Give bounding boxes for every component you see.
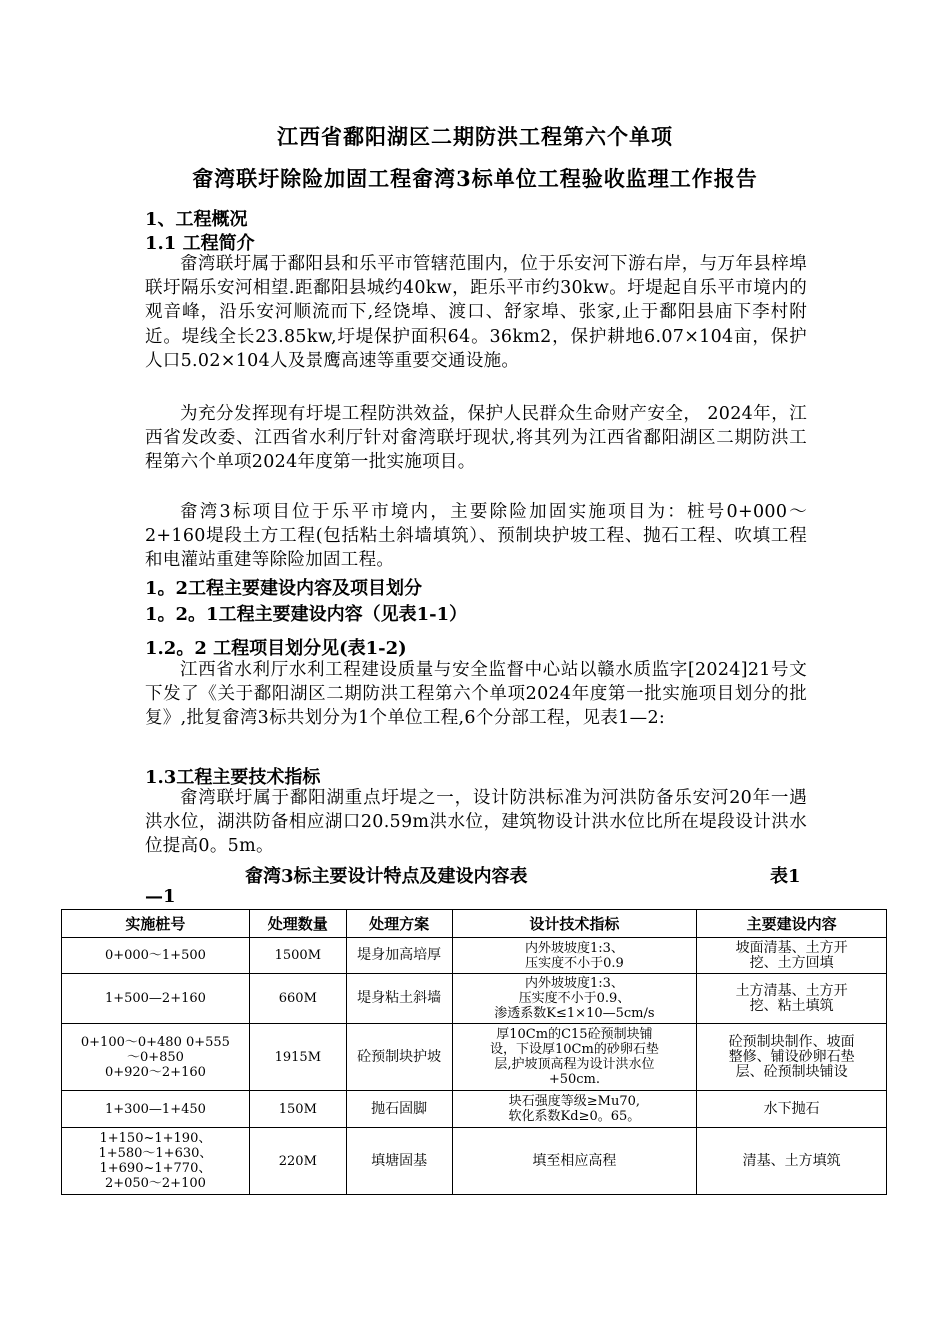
table-caption-label: 表1: [770, 866, 801, 887]
table-row: [62, 1128, 887, 1195]
section-heading-1-3: 1.3工程主要技术指标: [145, 767, 321, 788]
paragraph-project-scope: 畲湾3标项目位于乐平市境内，主要除险加固实施项目为：桩号0+000～2+160堤段土方工程(包括粘土斜墙填筑）、预制块护坡工程、抛石工程、吹填工程和电灌站重建等除险加固工程。: [145, 502, 807, 571]
table-caption-continuation: —1: [145, 886, 176, 907]
table-cell: 0+100～0+480 0+555 ～0+850 0+920～2+160: [62, 1024, 250, 1091]
section-heading-1-2-2: 1.2。2 工程项目划分见(表1-2): [145, 638, 407, 659]
paragraph-project-division: 江西省水利厅水利工程建设质量与安全监督中心站以赣水质监字[2024]21号文下发了《关于鄱阳湖区二期防洪工程第六个单项2024年度第一批实施项目划分的批复》,批复畲湾3标共划分为1个单位工程,6个分部工程，见表1—2:: [145, 660, 807, 729]
table-cell: 水下抛石: [697, 1091, 887, 1128]
table-cell: 填至相应高程: [452, 1128, 697, 1195]
table-cell: 砼预制块护坡: [346, 1024, 452, 1091]
column-header-design-index: 设计技术指标: [452, 910, 697, 938]
table-cell: 块石强度等级≥Mu70, 软化系数Kd≥0。65。: [452, 1091, 697, 1128]
table-cell: 坡面清基、土方开 挖、土方回填: [697, 938, 887, 974]
table-header-row: [62, 910, 887, 938]
table-cell: 厚10Cm的C15砼预制块铺 设，下设厚10Cm的砂卵石垫 层,护坡顶高程为设计洪水位 +50cm.: [452, 1024, 697, 1091]
table-cell: 内外坡坡度1:3、 压实度不小于0.9、 渗透系数K≤1×10—5cm/s: [452, 974, 697, 1024]
section-heading-1-2: 1。2工程主要建设内容及项目划分: [145, 578, 423, 599]
table-row: [62, 938, 887, 974]
table-cell: 1+500—2+160: [62, 974, 250, 1024]
paragraph-technical-indicators: 畲湾联圩属于鄱阳湖重点圩堤之一，设计防洪标准为河洪防备乐安河20年一遇洪水位，湖洪防备相应湖口20.59m洪水位，建筑物设计洪水位比所在堤段设计洪水位提高0。5m。: [145, 788, 807, 857]
paragraph-project-background: 为充分发挥现有圩堤工程防洪效益，保护人民群众生命财产安全， 2024年，江西省发改委、江西省水利厅针对畲湾联圩现状,将其列为江西省鄱阳湖区二期防洪工程第六个单项2024年度第一批实施项目。: [145, 404, 807, 473]
table-row: [62, 1024, 887, 1091]
table-cell: 清基、土方填筑: [697, 1128, 887, 1195]
table-cell: 0+000～1+500: [62, 938, 250, 974]
table-cell: 150M: [249, 1091, 346, 1128]
table-cell: 220M: [249, 1128, 346, 1195]
design-features-table: [61, 909, 887, 1195]
table-cell: 砼预制块制作、坡面 整修、铺设砂卵石垫 层、砼预制块铺设: [697, 1024, 887, 1091]
table-cell: 填塘固基: [346, 1128, 452, 1195]
column-header-stake: 实施桩号: [62, 910, 250, 938]
report-title-line2: 畲湾联圩除险加固工程畲湾3标单位工程验收监理工作报告: [192, 166, 758, 191]
table-cell: 1915M: [249, 1024, 346, 1091]
column-header-construction: 主要建设内容: [697, 910, 887, 938]
column-header-quantity: 处理数量: [249, 910, 346, 938]
table-row: [62, 1091, 887, 1128]
table-cell: 抛石固脚: [346, 1091, 452, 1128]
table-cell: 堤身加高培厚: [346, 938, 452, 974]
table-cell: 土方清基、土方开 挖、粘土填筑: [697, 974, 887, 1024]
table-cell: 1500M: [249, 938, 346, 974]
section-heading-1: 1、工程概况: [145, 209, 248, 230]
column-header-method: 处理方案: [346, 910, 452, 938]
table-cell: 堤身粘土斜墙: [346, 974, 452, 1024]
section-heading-1-1: 1.1 工程简介: [145, 233, 255, 254]
table-cell: 1+150~1+190、 1+580～1+630、 1+690~1+770、 2+050～2+100: [62, 1128, 250, 1195]
table-cell: 1+300—1+450: [62, 1091, 250, 1128]
report-title-line1: 江西省鄱阳湖区二期防洪工程第六个单项: [277, 124, 673, 149]
section-heading-1-2-1: 1。2。1工程主要建设内容（见表1-1）: [145, 604, 468, 625]
table-cell: 内外坡坡度1:3、 压实度不小于0.9: [452, 938, 697, 974]
paragraph-project-intro: 畲湾联圩属于鄱阳县和乐平市管辖范围内，位于乐安河下游右岸，与万年县梓埠联圩隔乐安河相望.距鄱阳县城约40kw，距乐平市约30kw。圩堤起自乐平市境内的观音峰，沿乐安河顺流而下,经饶埠、渡口、舒家埠、张家,止于鄱阳县庙下李村附近。堤线全长23.85kw,圩堤保护面积64。36km2，保护耕地6.07×104亩，保护人口5.02×104人及景鹰高速等重要交通设施。: [145, 254, 807, 371]
table-cell: 660M: [249, 974, 346, 1024]
table-caption-title: 畲湾3标主要设计特点及建设内容表: [245, 866, 528, 887]
table-row: [62, 974, 887, 1024]
